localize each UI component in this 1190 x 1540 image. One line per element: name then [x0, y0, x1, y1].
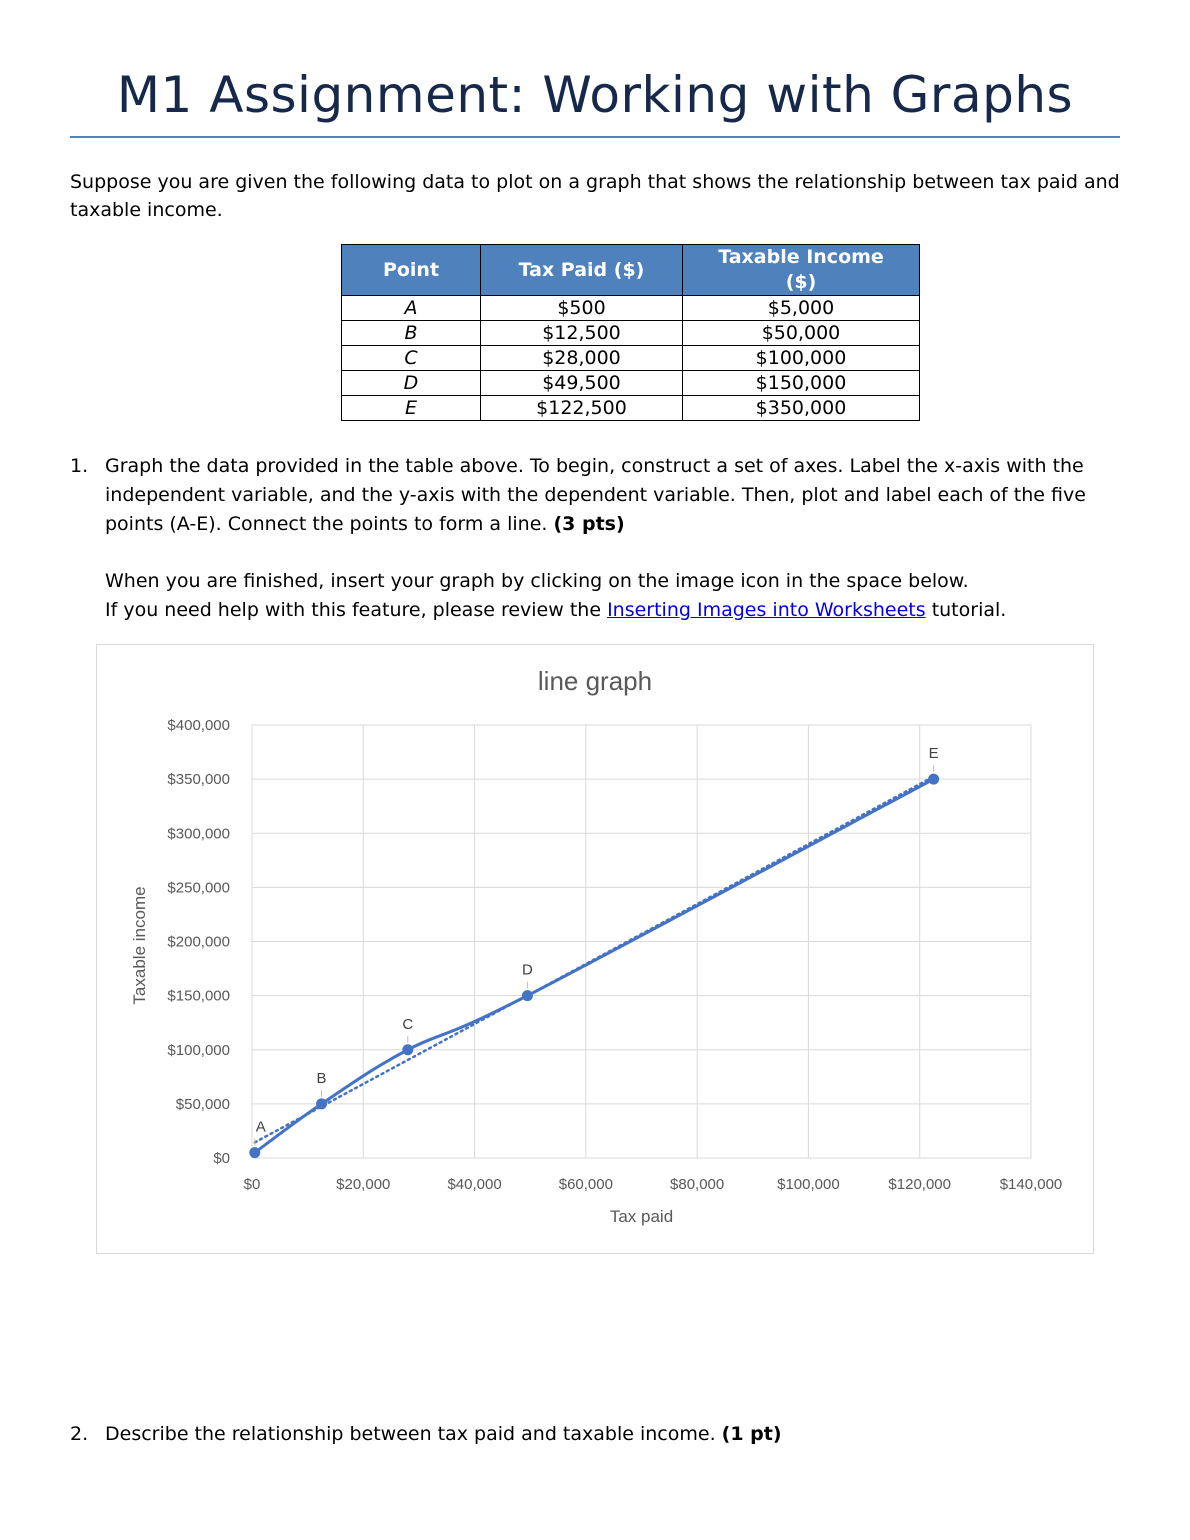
- chart-image[interactable]: [96, 644, 1094, 1254]
- x-tick-label: $0: [243, 1176, 261, 1193]
- header-taxable-income: Taxable Income ($): [683, 245, 920, 296]
- y-tick-label: $150,000: [167, 987, 230, 1005]
- x-tick-label: $80,000: [670, 1176, 725, 1193]
- title-underline: [70, 136, 1120, 138]
- page-title: M1 Assignment: Working with Graphs: [116, 66, 1074, 124]
- table-cell-taxable-income: $100,000: [683, 346, 920, 371]
- y-tick-label: $350,000: [167, 771, 230, 789]
- x-tick-label: $20,000: [336, 1176, 391, 1193]
- y-tick-label: $400,000: [167, 717, 230, 734]
- table-cell-tax-paid: $28,000: [481, 346, 683, 371]
- question-2-text: Describe the relationship between tax paid and taxable income.: [105, 1423, 716, 1445]
- instruction-line-1: When you are finished, insert your graph by clicking on the image icon in the space below.: [105, 570, 969, 592]
- y-tick-label: $50,000: [175, 1095, 230, 1113]
- x-tick-label: $100,000: [777, 1176, 840, 1193]
- table-cell-taxable-income: $150,000: [683, 371, 920, 396]
- table-row: [342, 321, 920, 346]
- data-table: [341, 244, 920, 421]
- question-number: 1.: [70, 455, 89, 477]
- table-row: [342, 296, 920, 321]
- x-tick-label: $40,000: [447, 1176, 502, 1193]
- y-tick-label: $100,000: [167, 1041, 230, 1059]
- instruction-line-2: [105, 596, 1145, 625]
- data-label-b: B: [316, 1069, 327, 1087]
- table-cell-tax-paid: $122,500: [481, 396, 683, 421]
- table-cell-point: E: [342, 396, 481, 421]
- data-label-a: A: [255, 1118, 266, 1136]
- data-point-c: [402, 1044, 413, 1055]
- data-point-b: [316, 1098, 327, 1109]
- x-tick-label: $120,000: [888, 1176, 952, 1193]
- table-cell-taxable-income: $5,000: [683, 296, 920, 321]
- question-text: [105, 452, 1145, 625]
- table-header-row: [342, 245, 920, 296]
- y-axis-title: Taxable income: [130, 886, 149, 1005]
- table-cell-point: D: [342, 371, 481, 396]
- header-point: Point: [342, 245, 481, 296]
- line-graph-chart: [97, 645, 1093, 1253]
- table-cell-point: A: [342, 296, 481, 321]
- question-1-text: Graph the data provided in the table above. To begin, construct a set of axes. Label the x-axis with the independent variable, and the y-axis with the dependent variable. Then, plot and label each of the five points (A-E). Connect the points to form a line.: [105, 455, 1086, 535]
- x-tick-label: $60,000: [558, 1176, 613, 1193]
- table-cell-tax-paid: $12,500: [481, 321, 683, 346]
- table-cell-point: C: [342, 346, 481, 371]
- intro-paragraph: Suppose you are given the following data to plot on a graph that shows the relationship between tax paid and taxable income.: [70, 171, 1120, 221]
- question-2-points: (1 pt): [721, 1423, 782, 1445]
- tutorial-link[interactable]: Inserting Images into Worksheets: [607, 599, 926, 621]
- data-point-a: [249, 1147, 260, 1158]
- question-1-points: (3 pts): [553, 513, 625, 535]
- y-tick-label: $250,000: [167, 879, 230, 897]
- chart-title: line graph: [537, 666, 653, 696]
- table-cell-taxable-income: $50,000: [683, 321, 920, 346]
- x-axis-title: Tax paid: [609, 1207, 674, 1226]
- x-tick-label: $140,000: [999, 1176, 1063, 1193]
- header-tax-paid: Tax Paid ($): [481, 245, 683, 296]
- data-label-d: D: [522, 961, 533, 979]
- instruction-line-2-text: If you need help with this feature, please review the: [105, 599, 602, 621]
- y-tick-label: $0: [213, 1150, 230, 1167]
- instruction-line-2-end: tutorial.: [931, 599, 1007, 621]
- data-point-e: [928, 774, 939, 785]
- table-cell-tax-paid: $49,500: [481, 371, 683, 396]
- y-tick-label: $300,000: [167, 825, 230, 843]
- data-label-e: E: [928, 745, 939, 763]
- data-label-c: C: [402, 1015, 414, 1033]
- data-point-d: [522, 990, 533, 1001]
- table-cell-point: B: [342, 321, 481, 346]
- table-row: [342, 396, 920, 421]
- question-number: 2.: [70, 1423, 89, 1445]
- table-row: [342, 371, 920, 396]
- table-cell-tax-paid: $500: [481, 296, 683, 321]
- table-row: [342, 346, 920, 371]
- table-cell-taxable-income: $350,000: [683, 396, 920, 421]
- y-tick-label: $200,000: [167, 933, 230, 951]
- series-line: [255, 779, 934, 1152]
